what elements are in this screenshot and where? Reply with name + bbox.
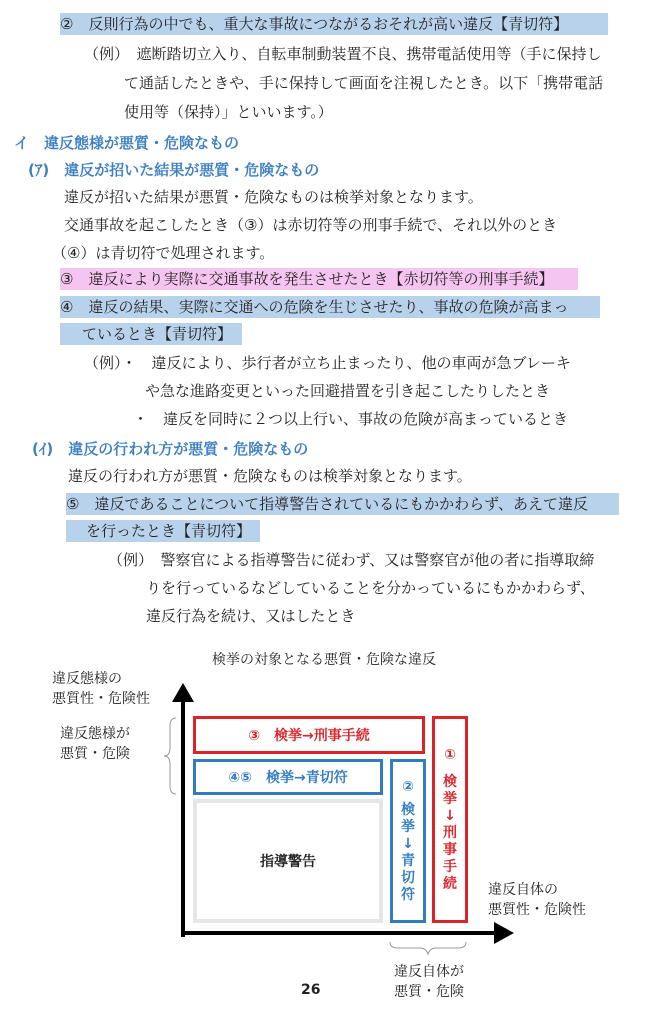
- bottom-label-line2: 悪質・危険: [394, 984, 464, 1000]
- y-axis-label-line2: 悪質性・危険性: [52, 691, 150, 707]
- bottom-label-line1: 違反自体が: [394, 964, 464, 980]
- box-1-criminal-procedure: [432, 716, 468, 923]
- item-5-line2: を行ったとき【青切符】: [66, 520, 260, 542]
- box-2-char: 検: [401, 801, 415, 818]
- paragraph-line: （④）は青切符で処理されます。: [52, 244, 275, 262]
- box-guidance: [193, 799, 383, 923]
- example-5-line1: （例） 警察官による指導警告に従わず、又は警察官が他の者に指導取締: [108, 551, 595, 569]
- x-axis-arrow: [494, 922, 514, 944]
- box-2-char: 青: [401, 852, 415, 869]
- example-4-line2: や急な進路変更といった回避措置を引き起こしたりしたとき: [145, 382, 551, 400]
- example-4-line1: （例）・ 違反により、歩行者が立ち止まったり、他の車両が急ブレーキ: [84, 354, 571, 372]
- box-1-char: 刑: [443, 824, 457, 841]
- diagram-title: 検挙の対象となる悪質・危険な違反: [212, 652, 436, 668]
- box-1-char: 挙: [443, 790, 457, 807]
- item-3-line: ③ 違反により実際に交通事故を発生させたとき【赤切符等の刑事手続】: [60, 268, 578, 290]
- box-1-char: 続: [443, 875, 457, 892]
- side-label-line1: 違反態様が: [60, 726, 130, 742]
- item-5-line1: ⑤ 違反であることについて指導警告されているにもかかわらず、あえて違反: [66, 493, 619, 515]
- y-axis-arrow: [172, 683, 194, 702]
- example-5-line2: りを行っているなどしていることを分かっているにもかかわらず、: [146, 579, 595, 597]
- example-2-line3: 使用等（保持）」といいます。）: [124, 103, 333, 121]
- paragraph-line: 交通事故を起こしたとき（③）は赤切符等の刑事手続で、それ以外のとき: [64, 216, 558, 234]
- item-4-line2: ているとき【青切符】: [60, 323, 242, 345]
- bottom-brace: [390, 942, 466, 954]
- x-axis-label-line1: 違反自体の: [488, 882, 558, 898]
- box-1-char: 事: [443, 841, 457, 858]
- box-2-char: ↓: [402, 835, 414, 852]
- box-blue-ticket-label: ④⑤ 検挙→青切符: [228, 770, 348, 786]
- box-2-blue-ticket: [390, 759, 426, 923]
- page-number: 26: [301, 982, 321, 998]
- item-4-line1: ④ 違反の結果、実際に交通への危険を生じさせたり、事故の危険が高まっ: [60, 296, 600, 318]
- subsection-b-heading: (ｲ) 違反の行われ方が悪質・危険なもの: [32, 440, 309, 458]
- x-axis-label-line2: 悪質性・危険性: [488, 902, 586, 918]
- example-2-line1: （例） 遮断踏切立入り、自転車制動装置不良、携帯電話使用等（手に保持し: [84, 45, 602, 63]
- box-1-char: ①: [444, 746, 456, 763]
- example-5-line3: 違反行為を続け、又はしたとき: [146, 607, 356, 625]
- side-brace: [164, 718, 176, 794]
- box-blue-ticket: [193, 759, 383, 795]
- box-1-char: ↓: [444, 807, 456, 824]
- paragraph-line: 違反が招いた結果が悪質・危険なものは検挙対象となります。: [64, 188, 483, 206]
- example-2-line2: て通話したときや、手に保持して画面を注視したとき。以下「携帯電話: [124, 74, 604, 92]
- example-4-line3: ・ 違反を同時に２つ以上行い、事故の危険が高まっているとき: [133, 410, 569, 428]
- item-2-line: ② 反則行為の中でも、重大な事故につながるおそれが高い違反【青切符】: [60, 13, 608, 35]
- box-criminal-procedure: [193, 716, 425, 754]
- paragraph-line: 違反の行われ方が悪質・危険なものは検挙対象となります。: [68, 467, 472, 485]
- subsection-a-heading: (ｱ) 違反が招いた結果が悪質・危険なもの: [28, 161, 320, 179]
- box-guidance-label: 指導警告: [260, 854, 316, 870]
- box-2-char: ②: [402, 778, 414, 795]
- box-1-char: 検: [443, 773, 457, 790]
- section-i-heading: イ 違反態様が悪質・危険なもの: [14, 134, 240, 152]
- box-2-char: 切: [401, 869, 415, 886]
- box-criminal-procedure-label: ③ 検挙→刑事手続: [248, 728, 370, 744]
- side-label-line2: 悪質・危険: [60, 746, 130, 762]
- box-2-char: 挙: [401, 818, 415, 835]
- box-1-char: 手: [443, 858, 457, 875]
- y-axis-label-line1: 違反態様の: [52, 671, 122, 687]
- box-2-char: 符: [401, 886, 415, 903]
